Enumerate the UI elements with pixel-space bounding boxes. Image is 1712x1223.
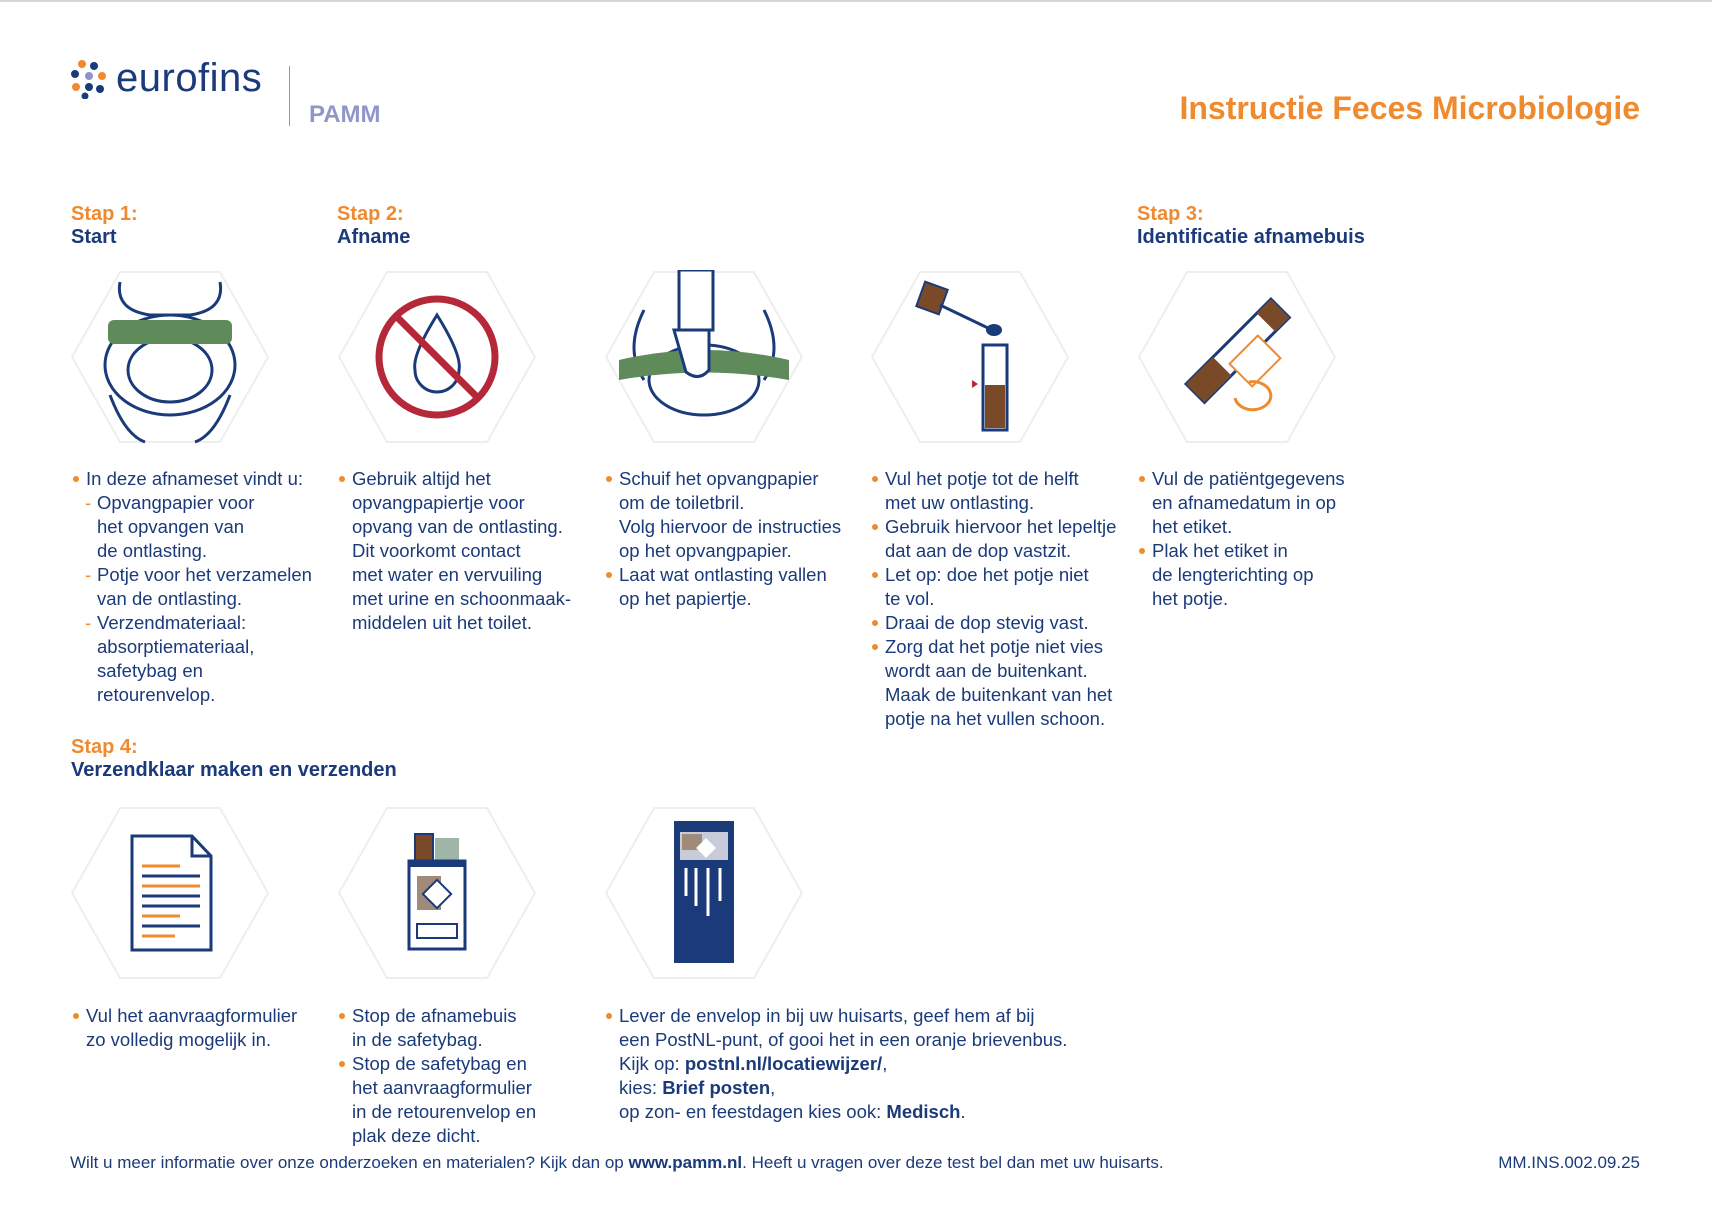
text-line: Volg hiervoor de instructies <box>619 516 842 537</box>
bullet: In deze afnameset vindt u: <box>71 467 312 491</box>
postnl-link[interactable]: postnl.nl/locatiewijzer/ <box>684 1053 883 1074</box>
step-number: Stap 3: <box>1137 203 1204 225</box>
label: op zon- en feestdagen kies ook: <box>619 1101 887 1122</box>
sub-bullet: - Opvangpapier voor <box>71 491 312 515</box>
place-paper-icon <box>604 270 804 444</box>
toilet-paper-icon <box>70 270 270 444</box>
fill-container-icon <box>870 270 1070 444</box>
envelope-icon <box>604 806 804 980</box>
request-form-icon <box>70 806 270 980</box>
text-line: plak deze dicht. <box>352 1125 481 1146</box>
bullet: Lever de envelop in bij uw huisarts, geef hem af bij <box>604 1004 1067 1028</box>
text-line: en afnamedatum in op <box>1152 492 1337 513</box>
text-line <box>604 1052 1067 1076</box>
step-4b-instructions <box>337 1004 536 1148</box>
bullet: Vul de patiëntgegevens <box>1137 467 1345 491</box>
step-4-heading <box>71 736 397 782</box>
text-line: Maak de buitenkant van het <box>885 684 1113 705</box>
step-3-heading <box>1137 203 1365 249</box>
text-line <box>604 1100 1067 1124</box>
bullet: Schuif het opvangpapier <box>604 467 841 491</box>
label: Kijk op: <box>619 1053 685 1074</box>
label: kies: <box>619 1077 663 1098</box>
bullet: Plak het etiket in <box>1137 539 1345 563</box>
step-title: Verzendklaar maken en verzenden <box>71 759 397 781</box>
logo-text: eurofins <box>116 56 263 100</box>
bullet: Gebruik altijd het <box>337 467 571 491</box>
text-line: safetybag en <box>97 660 203 681</box>
pamm-link[interactable]: www.pamm.nl <box>628 1153 743 1172</box>
document-code: MM.INS.002.09.25 <box>1498 1153 1640 1172</box>
footer-note <box>70 1153 1164 1173</box>
logo-divider <box>289 66 290 126</box>
sub-bullet: - Verzendmateriaal: <box>71 611 312 635</box>
step-number: Stap 4: <box>71 736 138 758</box>
text-line: met uw ontlasting. <box>885 492 1035 513</box>
text-line <box>604 1076 1067 1100</box>
text-line: middelen uit het toilet. <box>352 612 532 633</box>
step-number: Stap 2: <box>337 203 404 225</box>
eurofins-dots-icon <box>70 59 108 99</box>
text-line: opvangpapiertje voor <box>352 492 525 513</box>
text-line: op het opvangpapier. <box>619 540 792 561</box>
bullet: Stop de safetybag en <box>337 1052 536 1076</box>
step-3-instructions <box>1137 467 1345 611</box>
punct: . <box>960 1101 966 1122</box>
text-line: het aanvraagformulier <box>352 1077 532 1098</box>
text-line: van de ontlasting. <box>97 588 243 609</box>
bullet: Vul het aanvraagformulier <box>71 1004 297 1028</box>
step-2b-instructions <box>604 467 841 611</box>
text-line: retourenvelop. <box>97 684 216 705</box>
top-border <box>0 0 1712 2</box>
text-line: wordt aan de buitenkant. <box>885 660 1088 681</box>
text-line: op het papiertje. <box>619 588 752 609</box>
bullet: Vul het potje tot de helft <box>870 467 1116 491</box>
step-4a-instructions <box>71 1004 297 1052</box>
sub-brand: PAMM <box>309 101 381 128</box>
text-line: dat aan de dop vastzit. <box>885 540 1072 561</box>
step-title: Afname <box>337 226 411 248</box>
step-1-heading <box>71 203 138 249</box>
step-4c-instructions <box>604 1004 1067 1124</box>
sub-bullet: - Potje voor het verzamelen <box>71 563 312 587</box>
text-line: absorptiemateriaal, <box>97 636 255 657</box>
bullet: Gebruik hiervoor het lepeltje <box>870 515 1116 539</box>
text-line: in de retourenvelop en <box>352 1101 537 1122</box>
text-line: met water en vervuiling <box>352 564 543 585</box>
punct: , <box>882 1053 888 1074</box>
text-line: een PostNL-punt, of gooi het in een oranje brievenbus. <box>619 1029 1068 1050</box>
step-title: Start <box>71 226 117 248</box>
step-2-heading <box>337 203 410 249</box>
bullet: Laat wat ontlasting vallen <box>604 563 841 587</box>
footer-text: Wilt u meer informatie over onze onderzoeken en materialen? Kijk dan op <box>70 1153 629 1172</box>
text-line: de lengterichting op <box>1152 564 1314 585</box>
bullet: Zorg dat het potje niet vies <box>870 635 1116 659</box>
text-line: met urine en schoonmaak- <box>352 588 572 609</box>
page-title: Instructie Feces Microbiologie <box>1179 90 1640 126</box>
text-line: te vol. <box>885 588 935 609</box>
punct: , <box>770 1077 776 1098</box>
text-line: zo volledig mogelijk in. <box>86 1029 272 1050</box>
step-2c-instructions <box>870 467 1116 731</box>
step-number: Stap 1: <box>71 203 138 225</box>
emphasis: Brief posten <box>662 1077 771 1098</box>
text-line: het opvangen van <box>97 516 245 537</box>
footer-text: . Heeft u vragen over deze test bel dan met uw huisarts. <box>742 1153 1164 1172</box>
no-water-icon <box>337 270 537 444</box>
bullet: Let op: doe het potje niet <box>870 563 1116 587</box>
text-line: potje na het vullen schoon. <box>885 708 1106 729</box>
label-tube-icon <box>1137 270 1337 444</box>
text-line: in de safetybag. <box>352 1029 483 1050</box>
step-title: Identificatie afnamebuis <box>1137 226 1365 248</box>
text-line: Dit voorkomt contact <box>352 540 521 561</box>
step-2-instructions <box>337 467 571 635</box>
bullet: Stop de afnamebuis <box>337 1004 536 1028</box>
emphasis: Medisch <box>886 1101 961 1122</box>
step-1-instructions <box>71 467 312 707</box>
text-line: de ontlasting. <box>97 540 208 561</box>
text-line: opvang van de ontlasting. <box>352 516 563 537</box>
text-line: het etiket. <box>1152 516 1233 537</box>
safetybag-icon <box>337 806 537 980</box>
bullet: Draai de dop stevig vast. <box>870 611 1116 635</box>
text-line: om de toiletbril. <box>619 492 745 513</box>
text-line: het potje. <box>1152 588 1229 609</box>
eurofins-logo <box>70 56 262 101</box>
